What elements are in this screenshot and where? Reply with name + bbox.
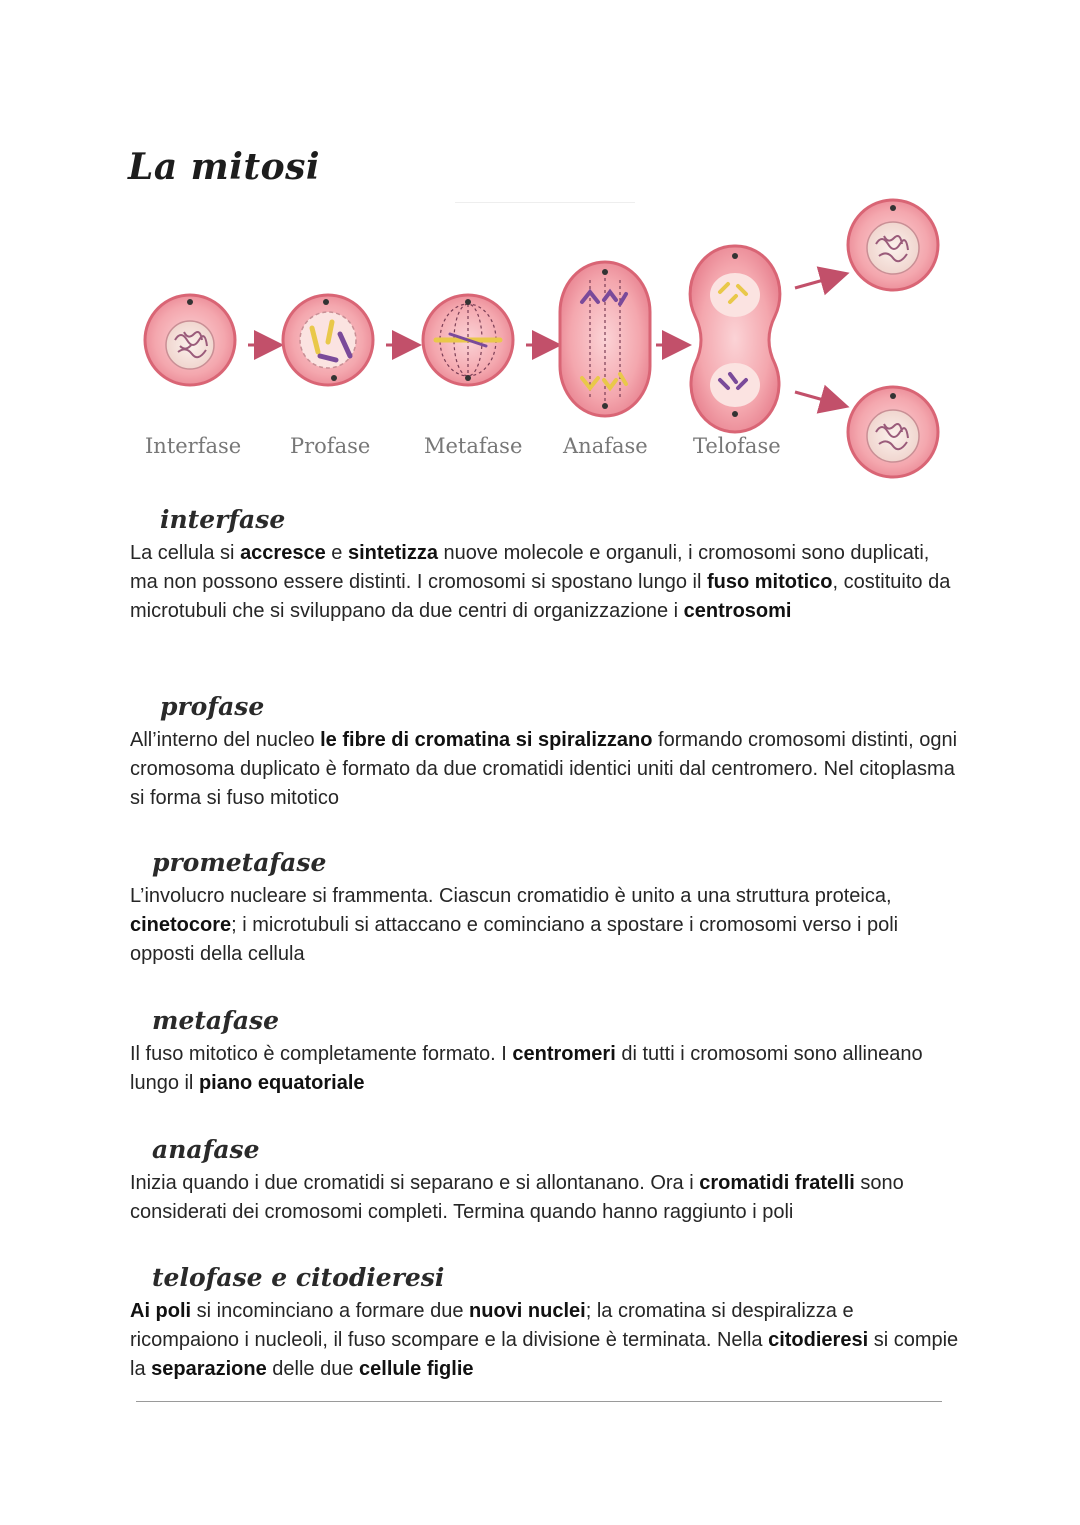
section-body — [130, 1040, 960, 1098]
label-telofase: Telofase — [693, 434, 781, 458]
metaphase-cell — [423, 295, 513, 385]
section-interfase — [130, 503, 960, 626]
text-run: nuove molecole e organuli, i cromosomi sono duplicati, ma non possono essere distinti. I cromosomi si spostano lungo il — [130, 542, 930, 593]
label-interfase: Interfase — [145, 434, 242, 458]
section-title: telofase e citodieresi — [152, 1263, 445, 1292]
text-run: La cellula si — [130, 542, 241, 564]
section-body — [130, 726, 960, 813]
telophase-cell — [690, 246, 780, 432]
section-body — [130, 1297, 960, 1384]
anaphase-cell — [560, 262, 650, 416]
bold-term: separazione — [151, 1358, 267, 1380]
text-run: ; la cromatina si despiralizza e ricompaiono i nucleoli, il fuso scompare e la divisione è terminata. Nella — [130, 1300, 854, 1351]
section-title: profase — [160, 692, 265, 721]
text-run: di tutti i cromosomi sono allineano lungo il — [130, 1043, 923, 1094]
bold-term: nuovi nuclei — [469, 1300, 586, 1322]
text-run: Il fuso mitotico è completamente formato. I — [130, 1043, 513, 1065]
section-prometafase — [130, 846, 960, 969]
section-metafase — [130, 1004, 960, 1098]
section-title: prometafase — [152, 848, 327, 877]
bottom-divider — [136, 1401, 942, 1402]
arrow-icon — [795, 276, 838, 288]
label-anafase: Anafase — [563, 434, 648, 458]
bold-term: cinetocore — [130, 914, 232, 936]
section-telofase — [130, 1261, 960, 1384]
section-anafase — [130, 1133, 960, 1227]
section-title: interfase — [160, 505, 286, 534]
section-profase — [130, 690, 960, 813]
text-run: si compie la — [130, 1329, 959, 1380]
text-run: All’interno del nucleo — [130, 729, 321, 751]
label-profase: Profase — [290, 434, 371, 458]
arrow-icon — [795, 392, 838, 404]
text-run: e — [325, 542, 348, 564]
text-run: , costituito da microtubuli che si sviluppano da due centri di organizzazione i — [130, 571, 951, 622]
bold-term: centromeri — [512, 1043, 616, 1065]
interphase-cell — [145, 295, 235, 385]
section-title: anafase — [152, 1135, 260, 1164]
section-body — [130, 882, 960, 969]
page-title: La mitosi — [128, 146, 321, 188]
text-run: ; i microtubuli si attaccano e cominciano a spostare i cromosomi verso i poli opposti della cellula — [130, 914, 899, 965]
daughter-cell-bottom — [848, 387, 938, 477]
bold-term: accresce — [240, 542, 326, 564]
section-title: metafase — [152, 1006, 280, 1035]
text-run: sono considerati dei cromosomi completi. Termina quando hanno raggiunto i poli — [130, 1172, 904, 1223]
section-body — [130, 539, 960, 626]
bold-term: cellule figlie — [359, 1358, 474, 1380]
label-metafase: Metafase — [424, 434, 523, 458]
bold-term: sintetizza — [347, 542, 438, 564]
text-run: L’involucro nucleare si frammenta. Ciascun cromatidio è unito a una struttura proteica, — [130, 885, 892, 907]
section-body — [130, 1169, 960, 1227]
text-run: delle due — [266, 1358, 360, 1380]
bold-term: cromatidi fratelli — [699, 1172, 855, 1194]
bold-term: centrosomi — [683, 600, 792, 622]
bold-term: fuso mitotico — [706, 571, 833, 593]
bold-term: piano equatoriale — [198, 1072, 365, 1094]
text-run: Inizia quando i due cromatidi si separano e si allontanano. Ora i — [130, 1172, 700, 1194]
text-run: si incominciano a formare due — [191, 1300, 470, 1322]
bold-term: le fibre di cromatina si spiralizzano — [320, 729, 653, 751]
text-run: formando cromosomi distinti, ogni cromosoma duplicato è formato da due cromatidi identici uniti dal centromero. Nel citoplasma si forma si fuso mitotico — [130, 729, 958, 809]
prophase-cell — [283, 295, 373, 385]
mitosis-diagram — [0, 190, 1080, 490]
bold-term: citodieresi — [768, 1329, 869, 1351]
bold-term: Ai poli — [130, 1300, 192, 1322]
daughter-cell-top — [848, 200, 938, 290]
